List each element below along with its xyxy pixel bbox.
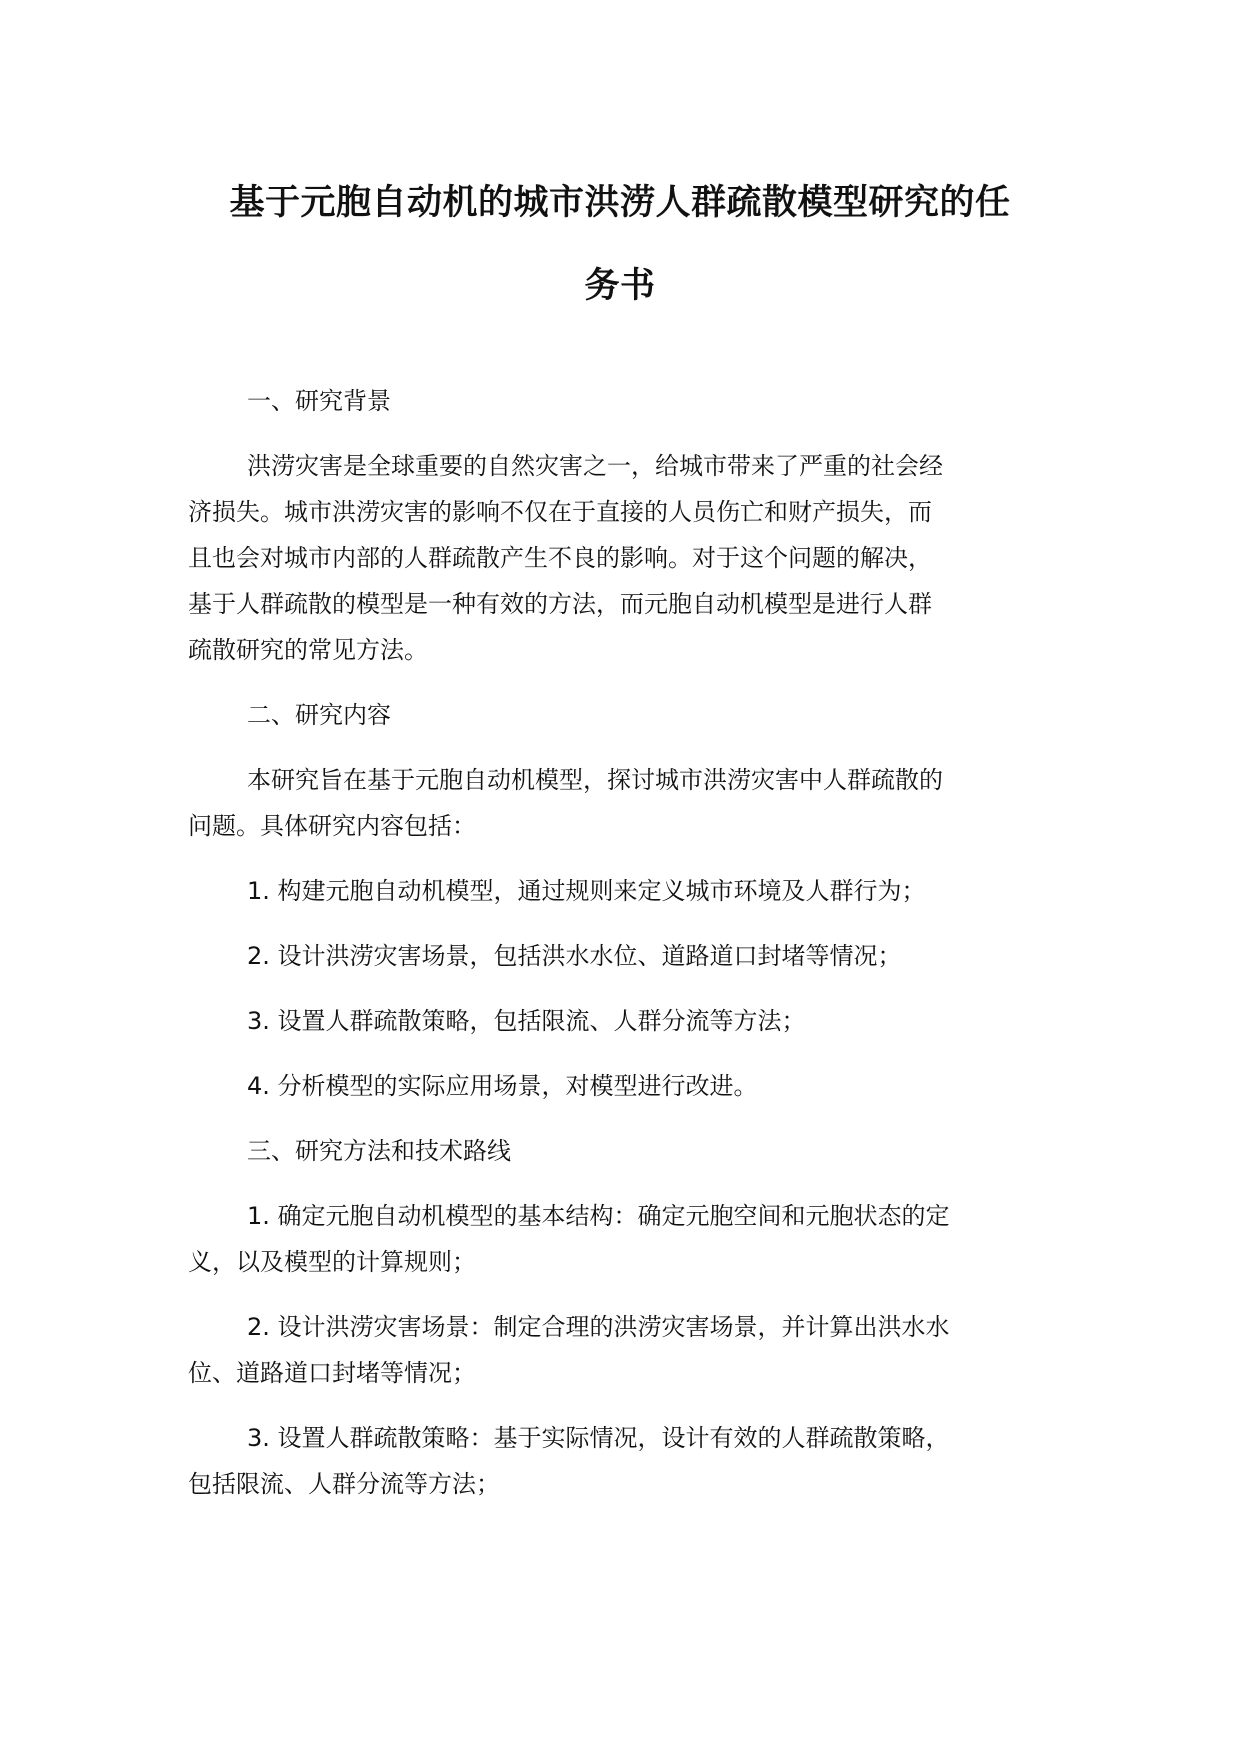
content-list-item-1: 1. 构建元胞自动机模型，通过规则来定义城市环境及人群行为； [247,877,926,905]
section-heading-background: 一、研究背景 [247,387,391,415]
background-paragraph-line-1: 洪涝灾害是全球重要的自然灾害之一，给城市带来了严重的社会经 [247,452,943,480]
methods-item-3-line-2: 包括限流、人群分流等方法； [188,1470,500,1498]
background-paragraph-line-5: 疏散研究的常见方法。 [188,636,428,664]
content-list-item-2: 2. 设计洪涝灾害场景，包括洪水水位、道路道口封堵等情况； [247,942,902,970]
content-list-item-4: 4. 分析模型的实际应用场景，对模型进行改进。 [247,1072,758,1100]
background-paragraph-line-3: 且也会对城市内部的人群疏散产生不良的影响。对于这个问题的解决， [188,544,932,572]
methods-item-1-line-1: 1. 确定元胞自动机模型的基本结构：确定元胞空间和元胞状态的定 [247,1202,950,1230]
methods-item-2-line-1: 2. 设计洪涝灾害场景：制定合理的洪涝灾害场景，并计算出洪水水 [247,1313,950,1341]
section-heading-content: 二、研究内容 [247,701,391,729]
document-title-line-2: 务书 [584,266,656,306]
document-title-line-1: 基于元胞自动机的城市洪涝人群疏散模型研究的任 [229,183,1011,223]
content-list-item-3: 3. 设置人群疏散策略，包括限流、人群分流等方法； [247,1007,806,1035]
methods-item-1-line-2: 义，以及模型的计算规则； [188,1248,476,1276]
background-paragraph-line-4: 基于人群疏散的模型是一种有效的方法，而元胞自动机模型是进行人群 [188,590,932,618]
section-heading-methods: 三、研究方法和技术路线 [247,1137,511,1165]
methods-item-2-line-2: 位、道路道口封堵等情况； [188,1359,476,1387]
background-paragraph-line-2: 济损失。城市洪涝灾害的影响不仅在于直接的人员伤亡和财产损失，而 [188,498,932,526]
methods-item-3-line-1: 3. 设置人群疏散策略：基于实际情况，设计有效的人群疏散策略， [247,1424,950,1452]
content-intro-line-2: 问题。具体研究内容包括： [188,812,476,840]
content-intro-line-1: 本研究旨在基于元胞自动机模型，探讨城市洪涝灾害中人群疏散的 [247,766,943,794]
